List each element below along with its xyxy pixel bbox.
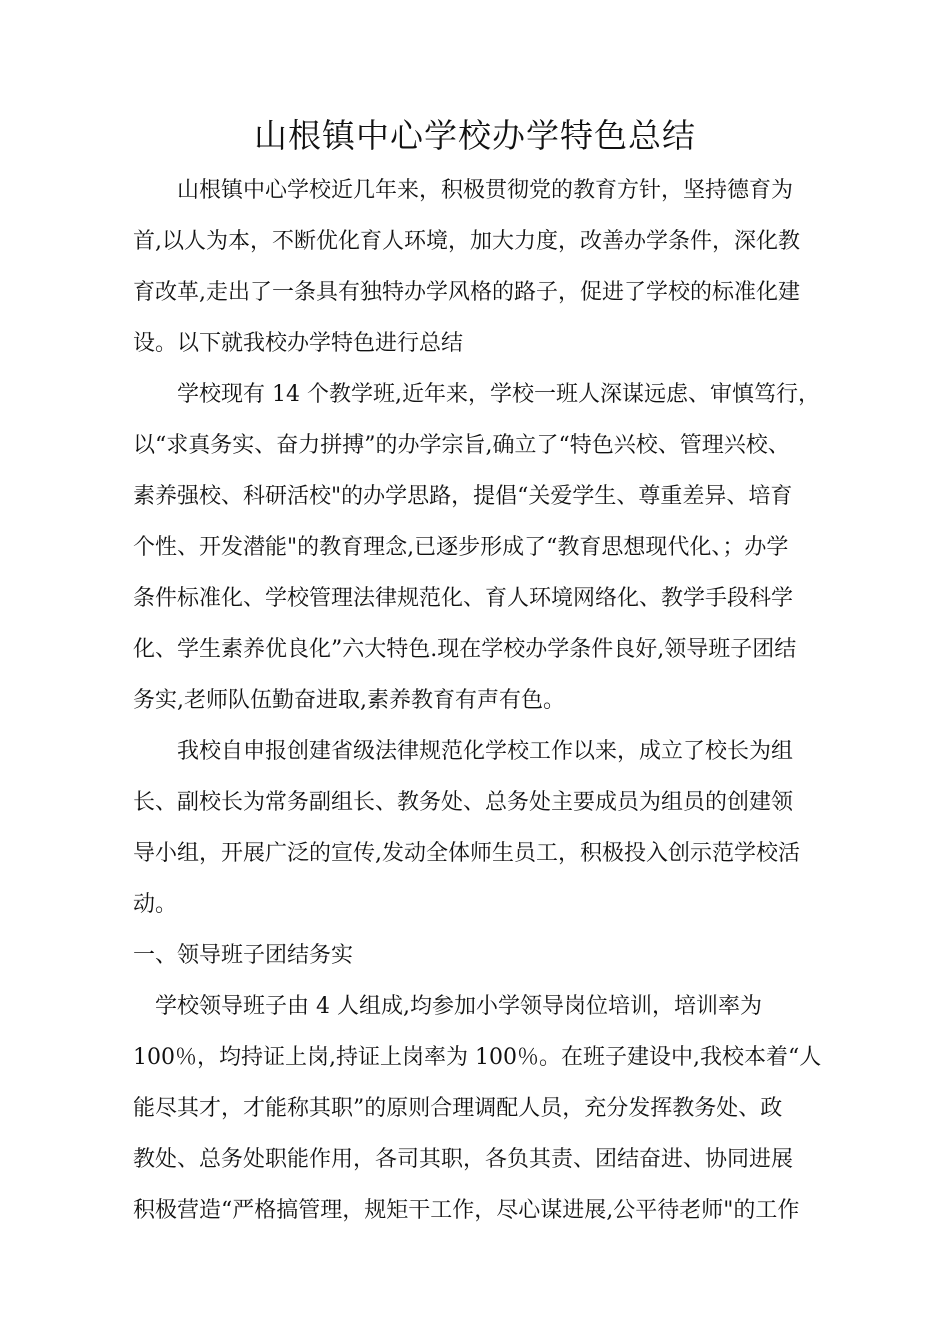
body-line: 首,以人为本，不断优化育人环境，加大力度，改善办学条件，深化教 [133, 229, 800, 254]
body-line: 条件标准化、学校管理法律规范化、育人环境网络化、教学手段科学 [133, 586, 794, 611]
body-line: 长、副校长为常务副组长、教务处、总务处主要成员为组员的创建领 [133, 790, 794, 815]
body-line: 学校现有 14 个教学班,近年来，学校一班人深谋远虑、审慎笃行， [133, 382, 820, 407]
body-line: 我校自申报创建省级法律规范化学校工作以来，成立了校长为组 [133, 739, 794, 764]
body-line: 学校领导班子由 4 人组成,均参加小学领导岗位培训，培训率为 [133, 994, 762, 1019]
body-line: 个性、开发潜能"的教育理念,已逐步形成了“教育思想现代化、；办学 [133, 535, 789, 560]
body-line: 积极营造“严格搞管理，规矩干工作，尽心谋进展,公平待老师"的工作 [133, 1198, 800, 1223]
body-line: 素养强校、科研活校"的办学思路，提倡“关爱学生、尊重差异、培育 [133, 484, 793, 509]
body-line: 设。以下就我校办学特色进行总结 [133, 331, 464, 356]
body-line: 100％，均持证上岗,持证上岗率为 100％。在班子建设中,我校本着“人 [133, 1045, 822, 1070]
body-line: 能尽其才，才能称其职”的原则合理调配人员，充分发挥教务处、政 [133, 1096, 783, 1121]
body-line: 化、学生素养优良化”六大特色.现在学校办学条件良好,领导班子团结 [133, 637, 797, 662]
section-heading: 一、领导班子团结务实 [133, 943, 354, 968]
body-line: 以“求真务实、奋力拼搏”的办学宗旨,确立了“特色兴校、管理兴校、 [133, 433, 790, 458]
body-line: 导小组，开展广泛的宣传,发动全体师生员工，积极投入创示范学校活 [133, 841, 800, 866]
body-line: 务实,老师队伍勤奋进取,素养教育有声有色。 [133, 688, 565, 713]
document-title: 山根镇中心学校办学特色总结 [254, 116, 696, 155]
body-line: 育改革,走出了一条具有独特办学风格的路子，促进了学校的标准化建 [133, 280, 800, 305]
body-line: 动。 [133, 892, 178, 917]
body-line: 教处、总务处职能作用，各司其职，各负其责、团结奋进、协同进展 [133, 1147, 794, 1172]
body-line: 山根镇中心学校近几年来，积极贯彻党的教育方针，坚持德育为 [133, 178, 794, 203]
